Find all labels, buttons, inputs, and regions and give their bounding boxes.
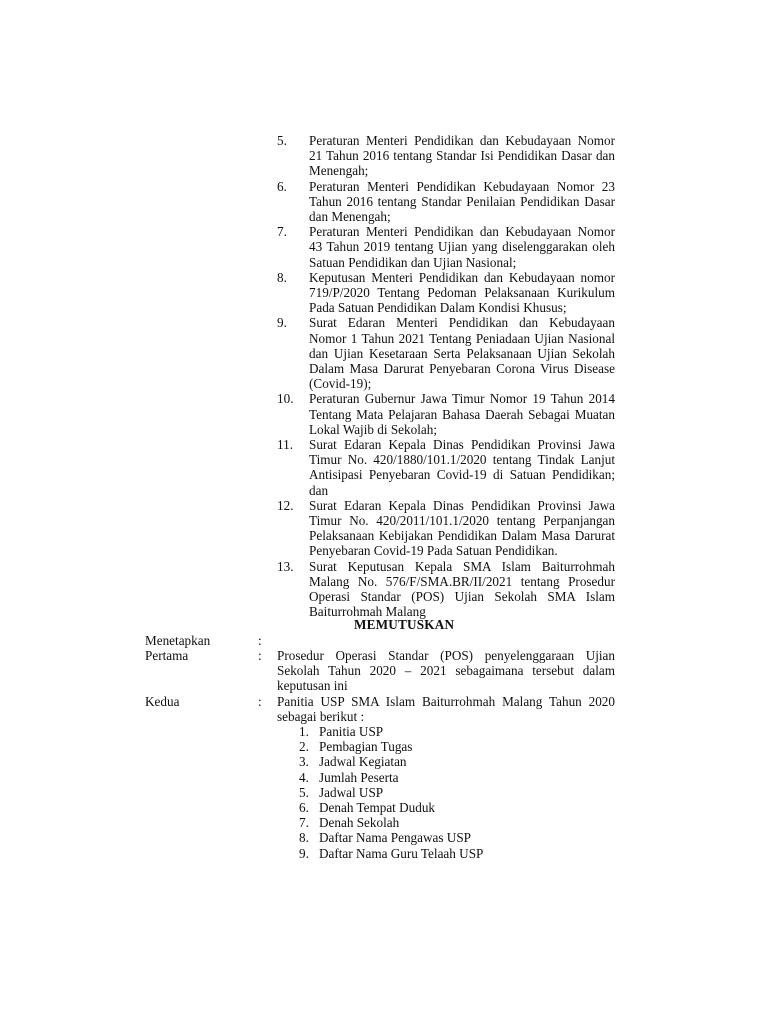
row-text: Prosedur Operasi Standar (POS) penyelenggaraan Ujian Sekolah Tahun 2020 – 2021 sebagaimana tersebut dalam keputusan ini xyxy=(277,648,615,694)
list-item xyxy=(277,179,615,225)
item-number: 9. xyxy=(299,845,309,861)
item-text: Surat Edaran Kepala Dinas Pendidikan Provinsi Jawa Timur No. 420/2011/101.1/2020 tentang Perpanjangan Pelaksanaan Kebijakan Pendidikan Dalam Masa Darurat Penyebaran Covid-19 Pada Satuan Pendidikan. xyxy=(309,497,615,559)
item-text: Jadwal USP xyxy=(319,784,384,800)
row-text xyxy=(277,633,615,648)
list-item xyxy=(299,739,483,754)
item-number: 3. xyxy=(299,754,309,770)
row-colon: : xyxy=(258,648,262,663)
row-colon: : xyxy=(258,633,262,648)
list-item xyxy=(299,800,483,815)
list-item xyxy=(277,559,615,620)
list-item xyxy=(299,846,483,861)
item-number: 13. xyxy=(277,558,294,574)
list-item xyxy=(299,770,483,785)
item-number: 6. xyxy=(277,178,287,194)
row-label: Menetapkan xyxy=(145,633,211,648)
regulation-list xyxy=(277,133,615,620)
list-item xyxy=(299,830,483,845)
menetapkan-row xyxy=(145,633,615,648)
item-text: Peraturan Gubernur Jawa Timur Nomor 19 Tahun 2014 Tentang Mata Pelajaran Bahasa Daerah Sebagai Muatan Lokal Wajib di Sekolah; xyxy=(309,391,615,437)
row-text: Panitia USP SMA Islam Baiturrohmah Malang Tahun 2020 sebagai berikut : xyxy=(277,694,615,725)
kedua-item-list xyxy=(299,724,483,861)
item-number: 5. xyxy=(299,784,309,800)
item-number: 7. xyxy=(299,815,309,831)
row-label: Pertama xyxy=(145,648,189,663)
item-text: Denah Sekolah xyxy=(319,815,400,831)
item-number: 10. xyxy=(277,391,294,407)
item-text: Daftar Nama Guru Telaah USP xyxy=(319,845,484,861)
item-text: Peraturan Menteri Pendidikan Kebudayaan Nomor 23 Tahun 2016 tentang Standar Penilaian Pendidikan Dasar dan Menengah; xyxy=(309,178,615,225)
item-number: 12. xyxy=(277,497,294,513)
item-text: Jumlah Peserta xyxy=(319,769,399,785)
item-text: Peraturan Menteri Pendidikan dan Kebudayaan Nomor 21 Tahun 2016 tentang Standar Isi Pendidikan Dasar dan Menengah; xyxy=(309,133,615,179)
item-text: Denah Tempat Duduk xyxy=(319,800,436,816)
list-item xyxy=(299,815,483,830)
item-text: Peraturan Menteri Pendidikan dan Kebudayaan Nomor 43 Tahun 2019 tentang Ujian yang diselenggarakan oleh Satuan Pendidikan dan Ujian Nasional; xyxy=(309,224,615,270)
list-item xyxy=(299,754,483,769)
item-number: 8. xyxy=(299,830,309,846)
item-number: 8. xyxy=(277,269,287,285)
item-number: 4. xyxy=(299,769,309,785)
item-number: 11. xyxy=(277,437,293,453)
item-text: Surat Keputusan Kepala SMA Islam Baiturrohmah Malang No. 576/F/SMA.BR/II/2021 tentang Prosedur Operasi Standar (POS) Ujian Sekolah SMA Islam Baiturrohmah Malang xyxy=(309,558,615,620)
item-text: Pembagian Tugas xyxy=(319,739,413,755)
section-heading: MEMUTUSKAN xyxy=(354,617,455,632)
list-item xyxy=(277,133,615,179)
item-text: Daftar Nama Pengawas USP xyxy=(319,830,471,846)
item-text: Keputusan Menteri Pendidikan dan Kebudayaan nomor 719/P/2020 Tentang Pedoman Pelaksanaan Kurikulum Pada Satuan Pendidikan Dalam Kondisi Khusus; xyxy=(309,269,615,316)
item-number: 5. xyxy=(277,133,287,148)
list-item xyxy=(299,724,483,739)
kedua-row xyxy=(145,694,615,724)
list-item xyxy=(277,498,615,559)
list-item xyxy=(277,391,615,437)
item-text: Jadwal Kegiatan xyxy=(319,754,407,770)
item-text: Surat Edaran Kepala Dinas Pendidikan Provinsi Jawa Timur No. 420/1880/101.1/2020 tentang Tindak Lanjut Antisipasi Penyebaran Covid-19 di Satuan Pendidikan; dan xyxy=(309,437,615,498)
row-colon: : xyxy=(258,694,262,709)
item-text: Surat Edaran Menteri Pendidikan dan Kebudayaan Nomor 1 Tahun 2021 Tentang Peniadaan Ujian Nasional dan Ujian Kesetaraan Serta Pelaksanaan Ujian Sekolah Dalam Masa Darurat Penyebaran Corona Virus Disease (Covid-19); xyxy=(309,315,615,392)
item-text: Panitia USP xyxy=(319,724,384,739)
list-item xyxy=(277,437,615,498)
pertama-row xyxy=(145,648,615,694)
item-number: 6. xyxy=(299,800,309,816)
item-number: 7. xyxy=(277,224,287,240)
list-item xyxy=(277,315,615,391)
row-label: Kedua xyxy=(145,694,180,709)
list-item xyxy=(277,270,615,316)
item-number: 2. xyxy=(299,739,309,755)
item-number: 1. xyxy=(299,724,309,739)
list-item xyxy=(299,785,483,800)
list-item xyxy=(277,224,615,270)
item-number: 9. xyxy=(277,315,287,331)
